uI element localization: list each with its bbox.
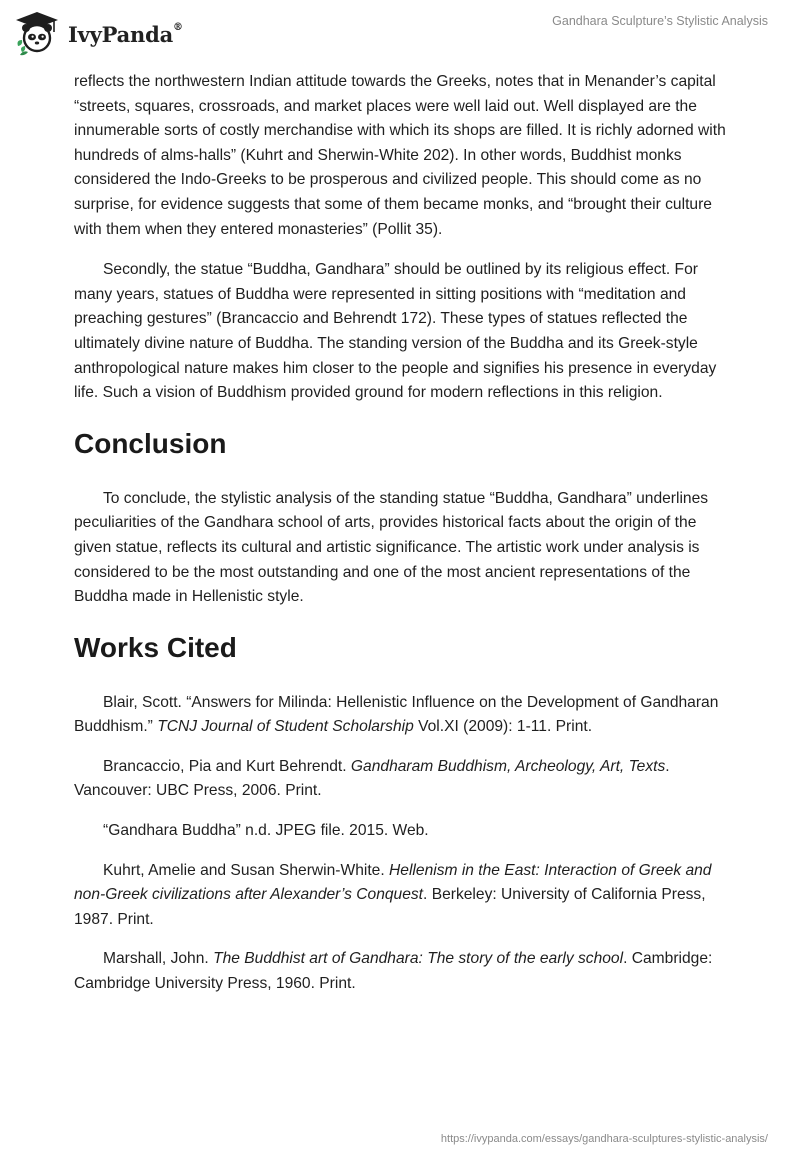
citation-item: “Gandhara Buddha” n.d. JPEG file. 2015. Web.	[103, 822, 429, 840]
works-cited-list	[74, 691, 734, 997]
section-heading-conclusion: Conclusion	[74, 427, 227, 459]
body-paragraph: Secondly, the statue “Buddha, Gandhara” should be outlined by its religious effect. For many years, statues of Buddha were represented in sitting positions with “meditation and preaching gestures” (Brancaccio and Behrendt 172). These types of statues reflected the ultimately divine nature of Buddha. The standing version of the Buddha and its Greek-style anthropological nature makes him closer to the people and signifies his presence in everyday life. Such a vision of Buddhism provided ground for modern reflections in this religion.	[74, 261, 717, 402]
citation-item: Blair, Scott. “Answers for Milinda: Hellenistic Influence on the Development of Gandharan Buddhism.” TCNJ Journal of Student Scholarship Vol.XI (2009): 1-11. Print.	[74, 693, 719, 736]
page-header	[0, 0, 800, 70]
source-url[interactable]: https://ivypanda.com/essays/gandhara-sculptures-stylistic-analysis/	[440, 1133, 768, 1145]
essay-content	[74, 70, 734, 1012]
panda-graduate-icon	[14, 10, 60, 56]
brand-name: IvyPanda®	[68, 21, 183, 47]
document-title: Gandhara Sculpture’s Stylistic Analysis	[552, 14, 768, 28]
ivypanda-logo[interactable]	[14, 8, 183, 58]
conclusion-paragraph: To conclude, the stylistic analysis of the standing statue “Buddha, Gandhara” underlines peculiarities of the Gandhara school of arts, provides historical facts about the origin of the given statue, reflects its cultural and artistic significance. The artistic work under analysis is considered to be the most outstanding and one of the most ancient representations of the Buddha made in Hellenistic style.	[74, 489, 709, 606]
body-paragraph: reflects the northwestern Indian attitude towards the Greeks, notes that in Menander’s capital “streets, squares, crossroads, and market places were well laid out. Well displayed are the innumerable sorts of costly merchandise with which its shops are filled. It is richly adorned with hundreds of alms-halls” (Kuhrt and Sherwin-White 202). In other words, Buddhist monks considered the Indo-Greeks to be prosperous and civilized people. This should come as no surprise, for evidence suggests that some of them became monks, and “brought their culture with them when they entered monasteries” (Pollit 35).	[74, 73, 726, 238]
citation-item: Marshall, John. The Buddhist art of Gandhara: The story of the early school. Cambridge: Cambridge University Press, 1960. Print.	[74, 950, 713, 993]
citation-item: Brancaccio, Pia and Kurt Behrendt. Gandharam Buddhism, Archeology, Art, Texts. Vancouver: UBC Press, 2006. Print.	[74, 757, 670, 800]
section-heading-works-cited: Works Cited	[74, 631, 237, 663]
citation-item: Kuhrt, Amelie and Susan Sherwin-White. Hellenism in the East: Interaction of Greek and non-Greek civilizations after Alexander’s Conquest. Berkeley: University of California Press, 1987. Print.	[74, 861, 712, 928]
